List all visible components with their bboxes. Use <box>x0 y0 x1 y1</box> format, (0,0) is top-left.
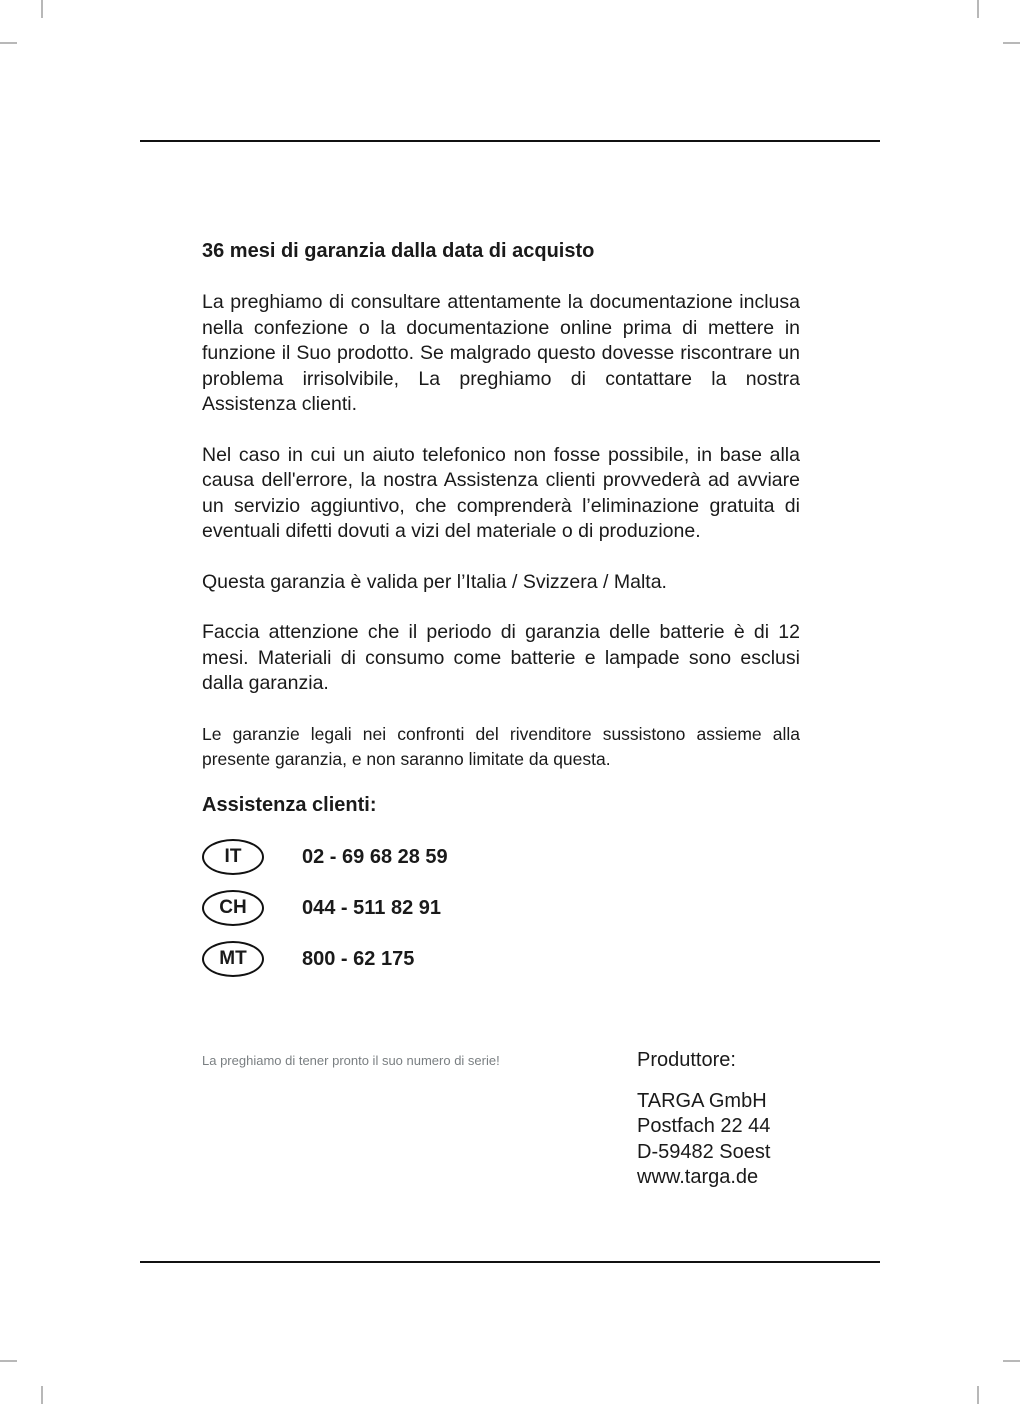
paragraph: Faccia attenzione che il periodo di garanzia delle batterie è di 12 mesi. Materiali di consumo come batterie e lampade sono esclusi dalla garanzia. <box>202 621 800 694</box>
manufacturer-block <box>637 1048 770 1191</box>
page-title: 36 mesi di garanzia dalla data di acquisto <box>202 240 595 262</box>
serial-number-note: La preghiamo di tener pronto il suo numero di serie! <box>202 1053 500 1068</box>
manufacturer-name: TARGA GmbH <box>637 1089 767 1112</box>
paragraph: La preghiamo di consultare attentamente la documentazione inclusa nella confezione o la documentazione online prima di mettere in funzione il Suo prodotto. Se malgrado questo dovesse riscontrare un problema irrisolvibile, La preghiamo di contattare la nostra Assistenza clienti. <box>202 291 800 415</box>
header-rule <box>140 140 880 142</box>
country-badge: MT <box>202 941 264 977</box>
crop-mark <box>0 1360 17 1362</box>
crop-mark <box>41 0 43 18</box>
legal-note: Le garanzie legali nei confronti del rivenditore sussistono assieme alla presente garanzia, e non saranno limitate da questa. <box>202 723 800 769</box>
warranty-content <box>202 238 800 985</box>
crop-mark <box>1003 1360 1020 1362</box>
phone-number: 800 - 62 175 <box>302 947 415 970</box>
crop-mark <box>977 0 979 18</box>
paragraph: Questa garanzia è valida per l’Italia / Svizzera / Malta. <box>202 570 667 593</box>
crop-mark <box>977 1386 979 1404</box>
manufacturer-website: www.targa.de <box>637 1166 759 1188</box>
manufacturer-label: Produttore: <box>637 1049 736 1071</box>
support-heading: Assistenza clienti: <box>202 793 377 816</box>
footer-rule <box>140 1261 880 1263</box>
crop-mark <box>1003 42 1020 44</box>
manufacturer-address-2: D-59482 Soest <box>637 1140 771 1163</box>
support-phone-row <box>202 934 800 985</box>
country-badge: IT <box>202 839 264 875</box>
paragraph: Nel caso in cui un aiuto telefonico non fosse possibile, in base alla causa dell'errore, la nostra Assistenza clienti provvederà ad avviare un servizio aggiuntivo, che comprenderà l’eliminazione gratuita di eventuali difetti dovuti a vizi del materiale o di produzione. <box>202 443 800 542</box>
crop-mark <box>41 1386 43 1404</box>
support-phone-row <box>202 832 800 883</box>
phone-number: 044 - 511 82 91 <box>302 896 442 919</box>
crop-mark <box>0 42 17 44</box>
country-badge: CH <box>202 890 264 926</box>
support-phone-row <box>202 883 800 934</box>
phone-number: 02 - 69 68 28 59 <box>302 845 448 868</box>
manufacturer-address-1: Postfach 22 44 <box>637 1115 771 1137</box>
